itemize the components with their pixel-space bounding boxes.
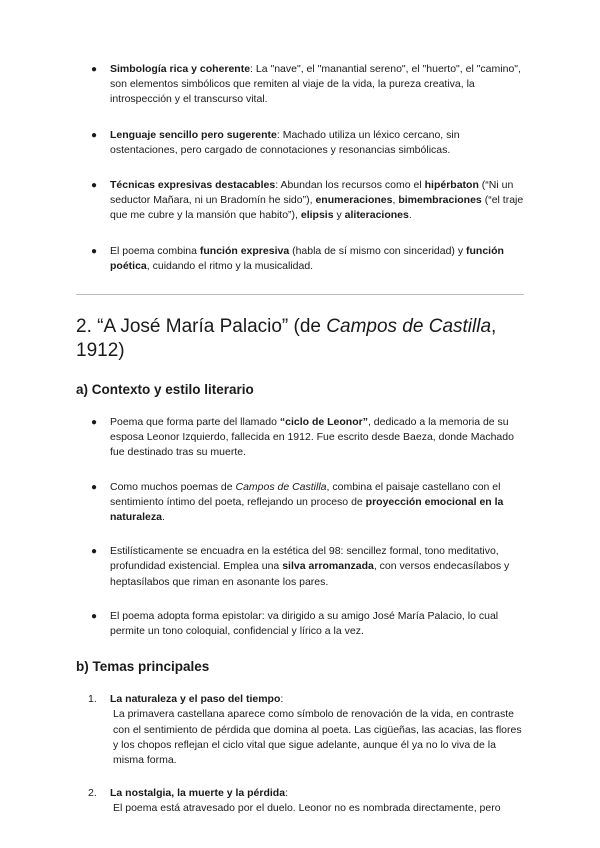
bullet-icon: ● xyxy=(91,245,98,257)
subsection-heading-context: a) Contexto y estilo literario xyxy=(76,382,254,398)
list-item: ● Estilísticamente se encuadra en la estética del 98: sencillez formal, tono meditativo, profundidad existencial. Emplea una silva arromanzada, con versos endecasílabos y heptasílabos que riman en asonante los pares. xyxy=(91,545,510,588)
list-item: ● El poema adopta forma epistolar: va dirigido a su amigo José María Palacio, lo cual permite un tono coloquial, confidencial y lírico a la vez. xyxy=(91,609,499,638)
item-number: 2. xyxy=(88,787,97,800)
section-title: 2. “A José María Palacio” (de Campos de Castilla, 1912) xyxy=(76,316,497,362)
list-item: ● Lenguaje sencillo pero sugerente: Machado utiliza un léxico cercano, sin ostentaciones, pero cargado de connotaciones y resonancias simbólicas. xyxy=(91,128,460,156)
bullet-icon: ● xyxy=(91,546,98,558)
list-item: ● Como muchos poemas de Campos de Castilla, combina el paisaje castellano con el sentimiento íntimo del poeta, reflejando un proceso de proyección emocional en la naturaleza. xyxy=(91,480,504,524)
bullet-icon: ● xyxy=(91,481,98,493)
bullet-icon: ● xyxy=(91,129,98,141)
bullet-icon: ● xyxy=(91,64,98,75)
item-body: El poema está atravesado por el duelo. Leonor no es nombrada directamente, pero xyxy=(113,802,501,815)
list-item: 2. La nostalgia, la muerte y la pérdida: El poema está atravesado por el duelo. Leonor no es nombrada directamente, pero xyxy=(76,786,524,816)
bullet-icon: ● xyxy=(91,180,98,192)
bullet-icon: ● xyxy=(91,610,98,622)
bullet-list-top xyxy=(76,62,524,274)
list-item: ● Poema que forma parte del llamado “ciclo de Leonor”, dedicado a la memoria de su esposa Leonor Izquierdo, fallecida en 1912. Fue escrito desde Baeza, donde Machado fue destinado tras su muerte. xyxy=(91,416,514,459)
item-number: 1. xyxy=(88,693,97,706)
list-item: ● Técnicas expresivas destacables: Abundan los recursos como el hipérbaton (“Ni un seductor Mañara, ni un Bradomín he sido”), enumeraciones, bimembraciones (“el traje que me cubre y la mansión que habito”), elipsis y aliteraciones. xyxy=(91,179,524,222)
numbered-list-themes xyxy=(76,692,524,816)
list-item: ● El poema combina función expresiva (habla de sí mismo con sinceridad) y función poética, cuidando el ritmo y la musicalidad. xyxy=(91,244,504,272)
bullet-list-context xyxy=(76,415,524,639)
horizontal-divider xyxy=(76,294,524,295)
list-item: ● Simbología rica y coherente: La "nave", el "manantial sereno", el "huerto", el "camino", son elementos simbólicos que remiten al viaje de la vida, la pureza creativa, la introspección y el transcurso vital. xyxy=(91,63,521,106)
bullet-icon: ● xyxy=(91,417,98,429)
list-item: 1. La naturaleza y el paso del tiempo: La primavera castellana aparece como símbolo de renovación de la vida, en contraste con el sentimiento de pérdida que domina al poeta. Las cigüeñas, las acacias, las flores y los chopos reflejan el ciclo vital que sigue adelante, aunque él ya no lo viva de la misma forma. xyxy=(76,692,524,768)
item-body: La primavera castellana aparece como símbolo de renovación de la vida, en contraste con el sentimiento de pérdida que domina al poeta. Las cigüeñas, las acacias, las flores y los chopos reflejan el ciclo vital que sigue adelante, aunque él ya no lo viva de la misma forma. xyxy=(113,708,522,767)
subsection-heading-themes: b) Temas principales xyxy=(76,659,210,675)
